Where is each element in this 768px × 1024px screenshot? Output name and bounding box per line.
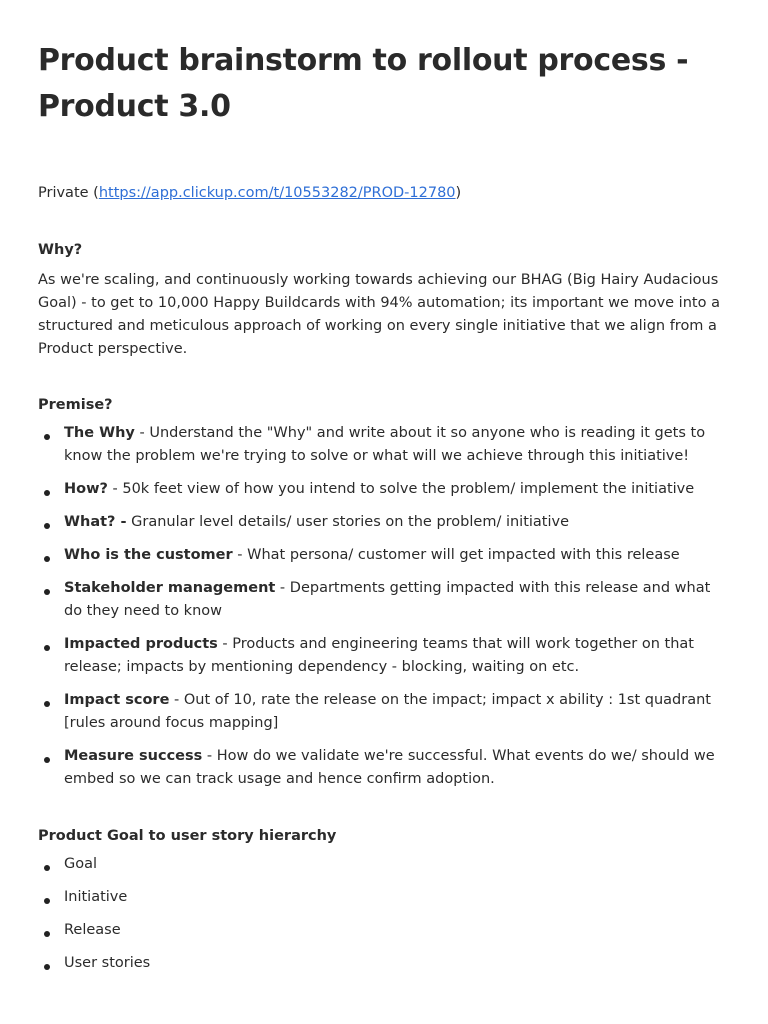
bullet-icon — [44, 434, 50, 440]
bullet-icon — [44, 645, 50, 651]
hierarchy-text: User stories — [64, 955, 151, 971]
premise-item-what — [38, 511, 728, 534]
hierarchy-item-release — [38, 919, 728, 942]
premise-item-impact-score — [38, 689, 728, 735]
premise-term: What? - — [64, 514, 127, 530]
hierarchy-item-initiative — [38, 886, 728, 909]
premise-term: Who is the customer — [64, 547, 233, 563]
premise-text: - 50k feet view of how you intend to solve the problem/ implement the initiative — [107, 481, 695, 497]
hierarchy-list — [38, 853, 730, 975]
premise-item-how — [38, 478, 728, 501]
hierarchy-item-user-stories — [38, 952, 728, 975]
premise-text: Granular level details/ user stories on the problem/ initiative — [126, 514, 570, 530]
premise-text: - Departments getting impacted with this release and what do they need to know — [64, 580, 711, 619]
bullet-icon — [44, 701, 50, 707]
premise-term: Impact score — [64, 692, 170, 708]
hierarchy-text: Release — [64, 922, 121, 938]
bullet-icon — [44, 931, 50, 937]
premise-text: - Out of 10, rate the release on the impact; impact x ability : 1st quadrant [rules around focus mapping] — [64, 692, 711, 731]
premise-list — [38, 422, 730, 791]
clickup-task-link[interactable]: https://app.clickup.com/t/10553282/PROD-12780 — [98, 185, 456, 201]
bullet-icon — [44, 757, 50, 763]
premise-text: - What persona/ customer will get impacted with this release — [232, 547, 680, 563]
hierarchy-text: Goal — [64, 856, 98, 872]
premise-item-customer — [38, 544, 728, 567]
premise-term: How? — [64, 481, 108, 497]
premise-term: The Why — [64, 425, 135, 441]
why-heading: Why? — [38, 242, 83, 258]
premise-item-impacted-products — [38, 633, 728, 679]
privacy-suffix: ) — [455, 185, 462, 201]
premise-item-stakeholder — [38, 577, 728, 623]
privacy-prefix: Private ( — [38, 185, 99, 201]
premise-term: Impacted products — [64, 636, 218, 652]
premise-text: - How do we validate we're successful. What events do we/ should we embed so we can track usage and hence confirm adoption. — [64, 748, 715, 787]
bullet-icon — [44, 898, 50, 904]
bullet-icon — [44, 589, 50, 595]
bullet-icon — [44, 556, 50, 562]
premise-term: Measure success — [64, 748, 203, 764]
bullet-icon — [44, 490, 50, 496]
hierarchy-item-goal — [38, 853, 728, 876]
premise-text: - Understand the "Why" and write about it so anyone who is reading it gets to know the problem we're trying to solve or what will we achieve through this initiative! — [64, 425, 706, 464]
privacy-line — [38, 182, 730, 204]
bullet-icon — [44, 523, 50, 529]
hierarchy-heading: Product Goal to user story hierarchy — [38, 828, 337, 844]
premise-heading: Premise? — [38, 397, 113, 413]
bullet-icon — [44, 964, 50, 970]
premise-term: Stakeholder management — [64, 580, 276, 596]
premise-item-measure-success — [38, 745, 728, 791]
page-title: Product brainstorm to rollout process - Product 3.0 — [38, 43, 689, 124]
premise-item-the-why — [38, 422, 728, 468]
hierarchy-text: Initiative — [64, 889, 128, 905]
premise-text: - Products and engineering teams that will work together on that release; impacts by mentioning dependency - blocking, waiting on etc. — [64, 636, 694, 675]
bullet-icon — [44, 865, 50, 871]
why-paragraph: As we're scaling, and continuously working towards achieving our BHAG (Big Hairy Audacious Goal) - to get to 10,000 Happy Buildcards with 94% automation; its important we move into a structured and meticulous approach of working on every single initiative that we align from a Product perspective. — [38, 272, 720, 357]
